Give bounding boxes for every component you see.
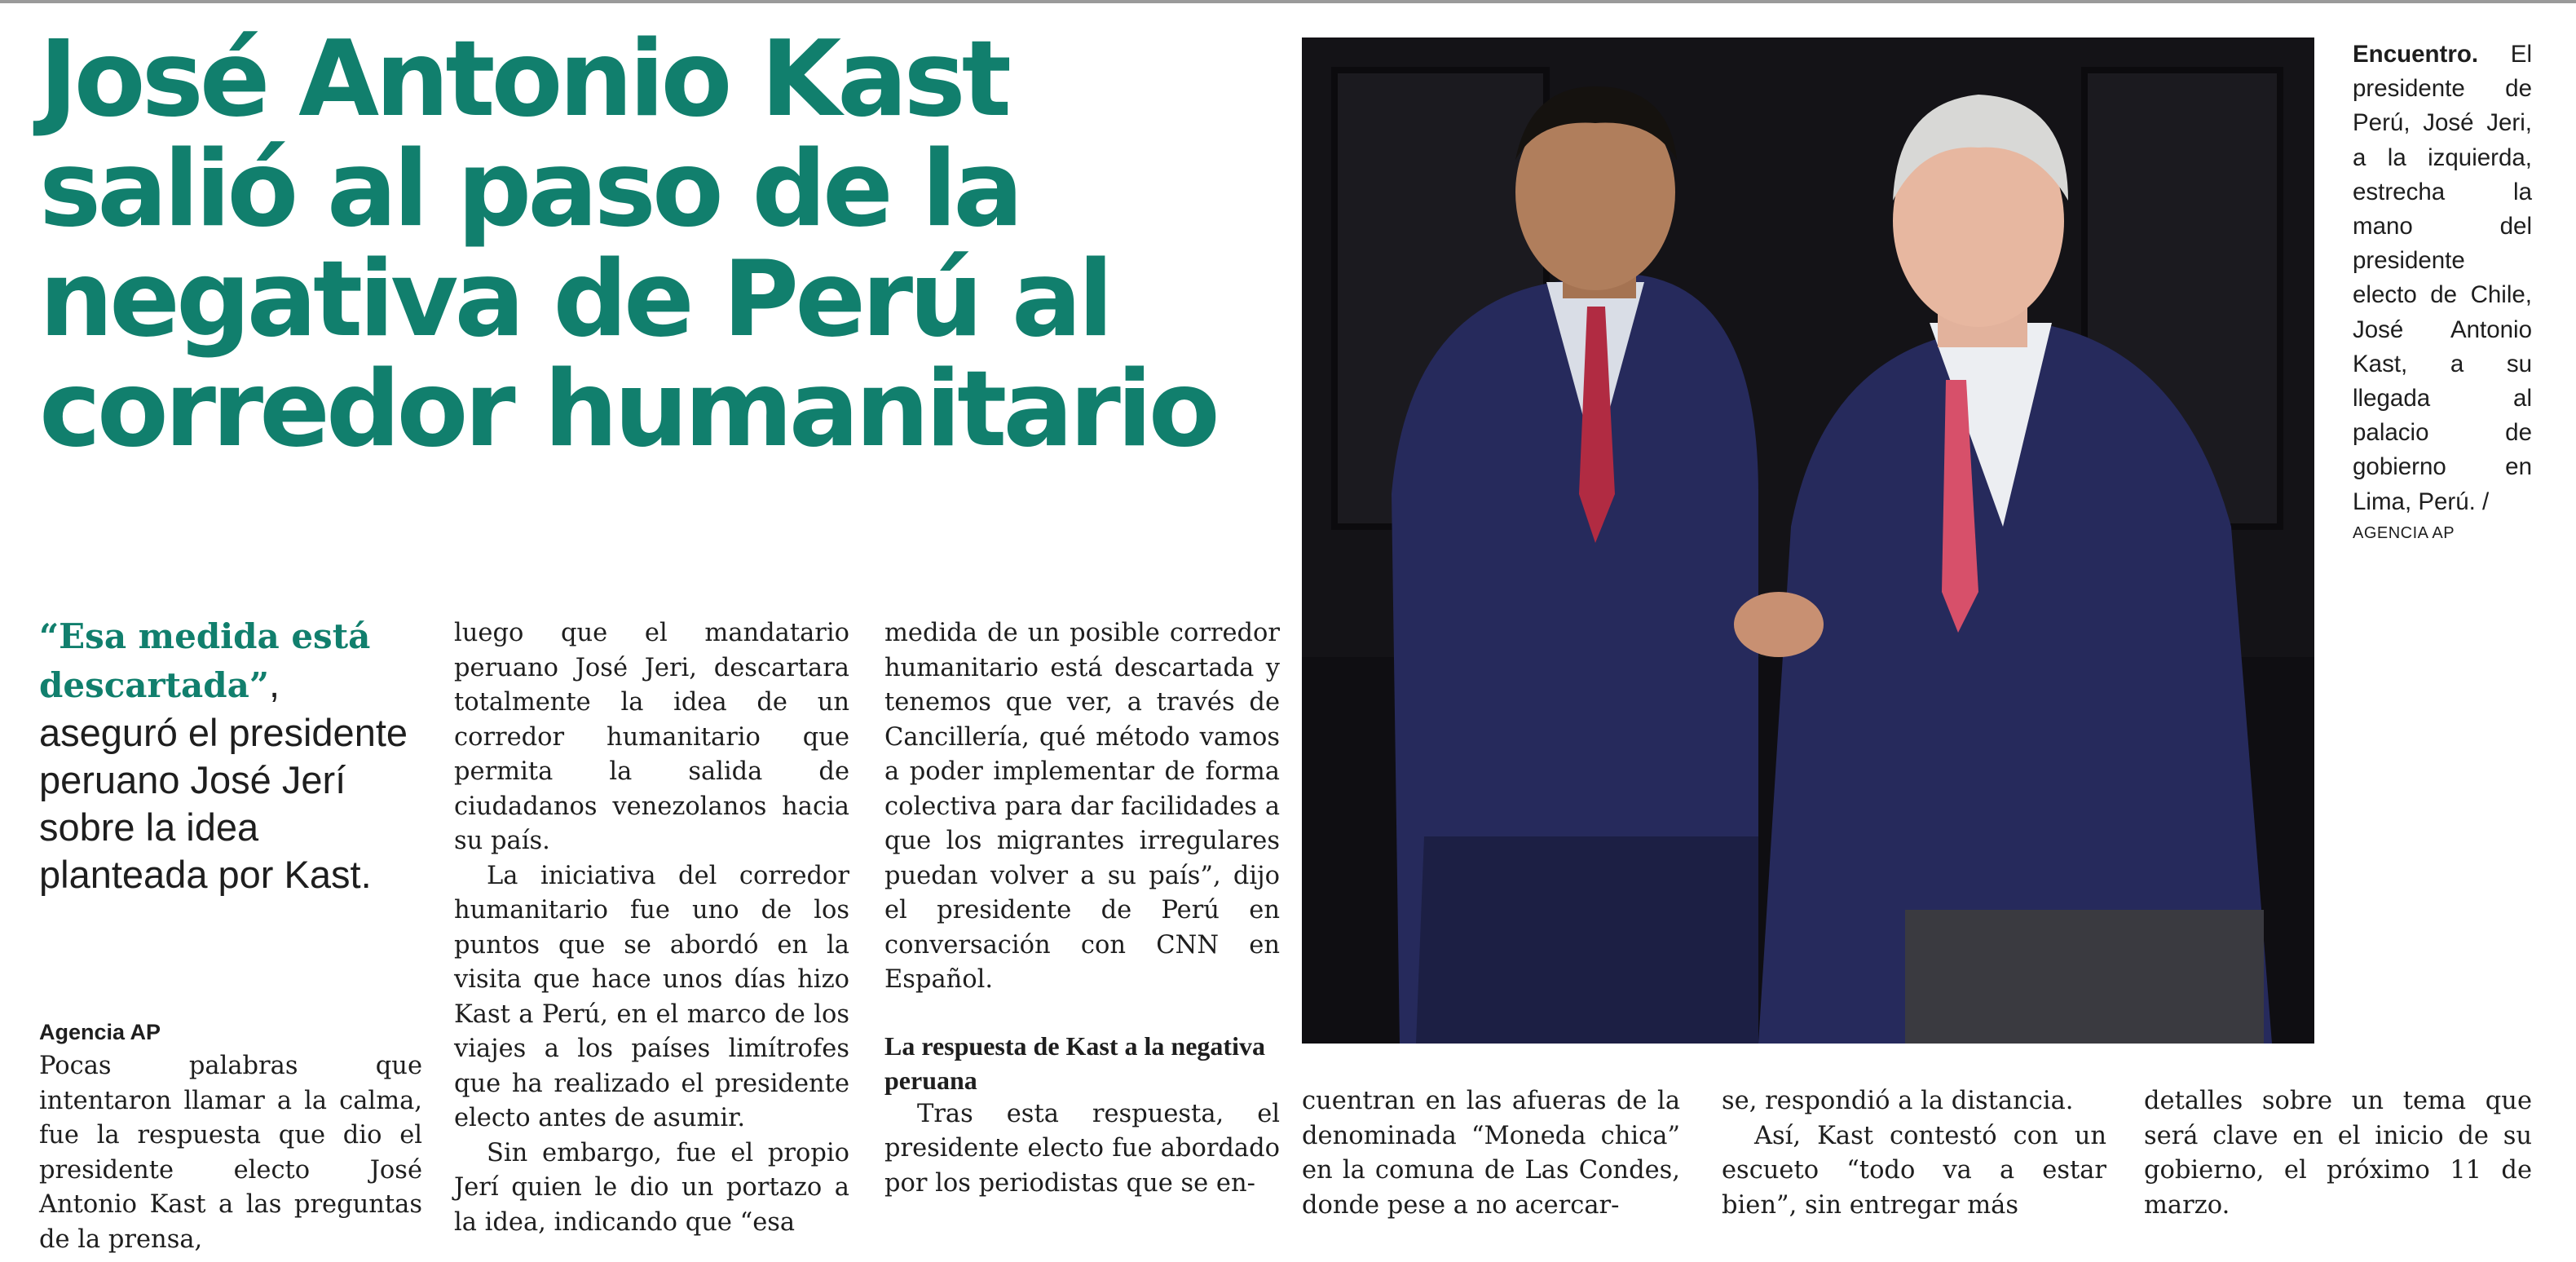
column-3-paragraph-1: medida de un posible corredor humanitario está descartada y tenemos que ver, a través de Cancillería, qué método vamos a poder implementar de forma colectiva para dar facilidades a que los migrantes irregulares puedan volver a su país”, dijo el presidente de Perú en conversación con CNN en Español. [884, 619, 1280, 994]
deck [39, 611, 422, 898]
column-6-text: detalles sobre un tema que será clave en el inicio de su gobierno, el próximo 11 de marzo. [2144, 1087, 2532, 1220]
handshake [1734, 592, 1824, 657]
column-3-paragraph-2: Tras esta respuesta, el presidente electo fue abordado por los periodistas que se en- [884, 1099, 1280, 1198]
article-column-3 [884, 616, 1280, 1201]
article-column-2 [454, 616, 849, 1240]
article-column-5 [1722, 1084, 2106, 1223]
news-photo [1302, 38, 2314, 1044]
handshake-photo-illustration [1302, 38, 2314, 1044]
article-column-6 [2144, 1084, 2532, 1223]
top-rule [0, 0, 2576, 3]
deck-quote: “Esa medida está descartada” [39, 616, 371, 705]
photo-caption [2353, 38, 2532, 547]
subheading: La respuesta de Kast a la negativa peruana [884, 1030, 1265, 1095]
column-4-text: cuentran en las afueras de la denominada “Moneda chica” en la comuna de Las Condes, donde pese a no acercar- [1302, 1087, 1680, 1220]
column-5-paragraph-2: Así, Kast contestó con un escueto “todo va a estar bien”, sin entregar más [1722, 1121, 2106, 1220]
column-5-paragraph-1: se, respondió a la distancia. [1722, 1087, 2074, 1115]
column-2-paragraph-3: Sin embargo, fue el propio Jerí quien le dio un portazo a la idea, indicando que “esa [454, 1138, 849, 1237]
headline: José Antonio Kast salió al paso de la negativa de Perú al corredor humanitario [39, 19, 1216, 470]
byline: Agencia AP [39, 1020, 161, 1044]
column-1-text: Pocas palabras que intentaron llamar a la calma, fue la respuesta que dio el presidente electo José Antonio Kast a las preguntas de la prensa, [39, 1052, 422, 1254]
deck-text: , aseguró el presidente peruano José Jerí sobre la idea planteada por Kast. [39, 662, 408, 896]
column-2-paragraph-1: luego que el mandatario peruano José Jeri, descartara totalmente la idea de un corredor humanitario que permita la salida de ciudadanos venezolanos hacia su país. [454, 619, 849, 855]
photo-credit: AGENCIA AP [2353, 523, 2455, 542]
caption-text: El presidente de Perú, José Jeri, a la izquierda, estrecha la mano del presidente electo de Chile, José Antonio Kast, a su llegada al palacio de gobierno en Lima, Perú. / [2353, 41, 2532, 515]
article-column-4 [1302, 1084, 1680, 1223]
caption-title: Encuentro. [2353, 41, 2479, 68]
article-column-1 [39, 1049, 422, 1257]
column-2-paragraph-2: La iniciativa del corredor humanitario fue uno de los puntos que se abordó en la visita que hace unos días hizo Kast a Perú, en el marco de los viajes a los países limítrofes que ha realizado el presidente electo antes de asumir. [454, 861, 849, 1132]
